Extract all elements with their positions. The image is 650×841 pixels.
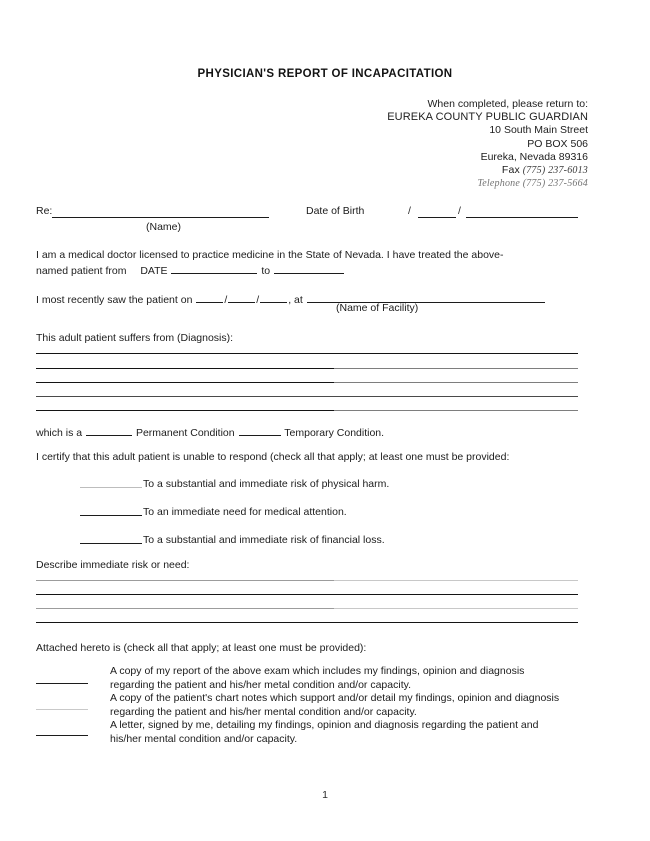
diagnosis-line-3[interactable]	[36, 382, 578, 383]
diagnosis-line-5[interactable]	[36, 410, 578, 411]
condition-type-line	[36, 424, 384, 441]
return-address-block	[387, 98, 588, 190]
dob-separator-1: /	[408, 205, 411, 217]
attached-heading: Attached hereto is (check all that apply; at least one must be provided):	[36, 642, 367, 654]
describe-line-1[interactable]	[36, 580, 578, 581]
re-label: Re:	[36, 205, 53, 217]
facility-caption: (Name of Facility)	[336, 302, 419, 314]
license-statement-line-1: I am a medical doctor licensed to practice medicine in the State of Nevada. I have treated the above-	[36, 249, 504, 261]
re-name-field[interactable]	[52, 217, 269, 218]
license-to-label: to	[261, 265, 271, 277]
fax-label: Fax	[501, 164, 520, 177]
return-street: 10 South Main Street	[489, 124, 588, 137]
certify-checkbox-1[interactable]	[80, 487, 142, 488]
dob-field-month[interactable]	[418, 217, 456, 218]
certify-checkbox-2[interactable]	[80, 515, 142, 516]
telephone-label: Telephone	[477, 178, 520, 190]
recent-visit-at-label: , at	[288, 294, 303, 306]
attachment-item-2-label: A copy of the patient's chart notes which support and/or detail my findings, opinion and diagnosis regarding the patient and his/her mental condition and/or capacity.	[110, 692, 560, 718]
return-intro-line: When completed, please return to:	[427, 98, 588, 110]
page-title: PHYSICIAN'S REPORT OF INCAPACITATION	[197, 68, 453, 80]
diagnosis-heading: This adult patient suffers from (Diagnosis):	[36, 332, 234, 344]
attachment-checkbox-2[interactable]	[36, 709, 88, 710]
return-po-box: PO BOX 506	[527, 137, 588, 150]
certify-heading: I certify that this adult patient is unable to respond (check all that apply; at least one must be provided:	[36, 451, 510, 463]
treatment-start-date-field[interactable]	[171, 262, 257, 274]
treatment-end-date-field[interactable]	[274, 262, 344, 274]
permanent-condition-checkbox[interactable]	[86, 424, 132, 436]
license-statement-line-2	[36, 262, 345, 279]
visit-day-field[interactable]	[228, 291, 255, 303]
visit-year-field[interactable]	[260, 291, 287, 303]
fax-number: (775) 237-6013	[522, 165, 588, 177]
telephone-number: (775) 237-5664	[522, 178, 588, 190]
recent-visit-label: I most recently saw the patient on	[36, 294, 193, 306]
permanent-condition-label: Permanent Condition	[135, 427, 235, 439]
license-from-label: named patient from	[36, 265, 127, 277]
visit-separator-1: /	[224, 294, 228, 306]
attachment-checkbox-1[interactable]	[36, 683, 88, 684]
date-of-birth-label: Date of Birth	[306, 205, 365, 217]
describe-heading: Describe immediate risk or need:	[36, 559, 190, 571]
certify-checkbox-3[interactable]	[80, 543, 142, 544]
dob-field-year[interactable]	[466, 217, 578, 218]
attachment-item-3-label: A letter, signed by me, detailing my findings, opinion and diagnosis regarding the patient and his/her mental condition and/or capacity.	[110, 719, 539, 745]
attachment-checkbox-3[interactable]	[36, 735, 88, 736]
condition-prefix-label: which is a	[36, 427, 83, 439]
certify-item-2-label: To an immediate need for medical attention.	[143, 506, 347, 518]
return-city-state-zip: Eureka, Nevada 89316	[480, 150, 588, 163]
return-fax-line	[387, 164, 588, 177]
diagnosis-line-2[interactable]	[36, 368, 578, 369]
diagnosis-line-1[interactable]	[36, 353, 578, 354]
describe-line-3[interactable]	[36, 608, 578, 609]
dob-separator-2: /	[458, 205, 461, 217]
temporary-condition-label: Temporary Condition.	[284, 427, 385, 439]
attachment-item-1-label: A copy of my report of the above exam which includes my findings, opinion and diagnosis regarding the patient and his/her metal condition and/or capacity.	[110, 665, 525, 691]
license-date-word: DATE	[140, 265, 168, 277]
name-caption: (Name)	[146, 221, 182, 233]
recent-visit-line	[36, 291, 546, 308]
describe-line-4[interactable]	[36, 622, 578, 623]
page-number: 1	[322, 789, 328, 801]
diagnosis-line-4[interactable]	[36, 396, 578, 397]
return-agency-name: EUREKA COUNTY PUBLIC GUARDIAN	[387, 111, 588, 124]
visit-month-field[interactable]	[196, 291, 223, 303]
describe-line-2[interactable]	[36, 594, 578, 595]
temporary-condition-checkbox[interactable]	[239, 424, 281, 436]
return-telephone-line	[387, 177, 588, 190]
visit-separator-2: /	[256, 294, 260, 306]
certify-item-1-label: To a substantial and immediate risk of physical harm.	[143, 478, 390, 490]
certify-item-3-label: To a substantial and immediate risk of financial loss.	[143, 534, 385, 546]
